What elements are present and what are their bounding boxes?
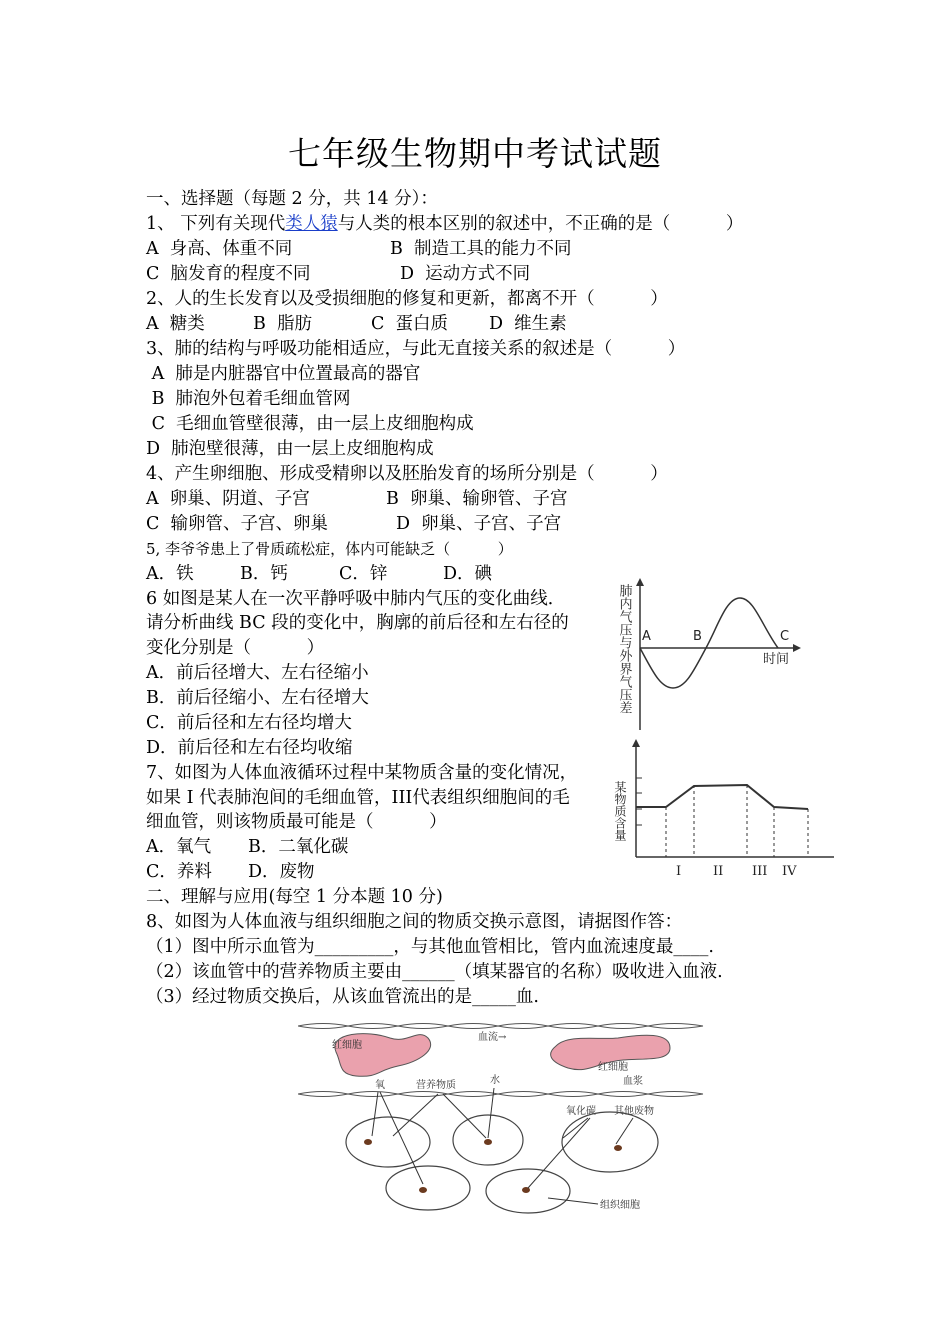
q3-stem: 3、肺的结构与呼吸功能相适应，与此无直接关系的叙述是（ ）: [146, 339, 686, 359]
q6-ylabel-text: 肺内气压与外界气压差: [616, 584, 632, 714]
q5-option-d: D．碘: [443, 564, 493, 584]
label-waste: 其他废物: [614, 1106, 654, 1117]
label-co2: 氧化碳: [566, 1106, 596, 1117]
label-nutrients: 营养物质: [416, 1080, 456, 1091]
q7-xlabel-1: I: [676, 864, 682, 879]
q7-xlabel-3: III: [752, 864, 768, 879]
q3-option-d: D 肺泡壁很薄，由一层上皮细胞构成: [146, 439, 434, 459]
q7-xlabel-2: II: [713, 864, 724, 879]
q2-option-c: C 蛋白质: [371, 314, 449, 334]
q4-option-d: D 卵巢、子宫、子宫: [396, 514, 562, 534]
q4-stem: 4、产生卵细胞、形成受精卵以及胚胎发育的场所分别是（ ）: [146, 464, 668, 484]
q6-stem-line1: 6 如图是某人在一次平静呼吸中肺内气压的变化曲线．: [146, 589, 566, 609]
label-flow: 血流→: [478, 1032, 507, 1043]
q5-option-b: B．钙: [240, 564, 288, 584]
tissue-cells: [346, 1112, 658, 1213]
q5-option-a: A．铁: [146, 564, 194, 584]
q6-option-c: C．前后径和左右径均增大: [146, 713, 352, 733]
label-plasma: 血浆: [623, 1076, 643, 1087]
q1-stem-post: 与人类的根本区别的叙述中，不正确的是（ ）: [337, 214, 744, 234]
q8-part1: （1）图中所示血管为_________，与其他血管相比，管内血流速度最____.: [146, 937, 714, 957]
q2-option-a: A 糖类: [146, 314, 205, 334]
q7-ylabel: 某物质含量: [613, 781, 627, 841]
q6-sine-curve: [640, 598, 778, 688]
tissue-cell-4: [386, 1166, 470, 1210]
q1-option-c: C 脑发育的程度不同: [146, 264, 311, 284]
q6-ylabel: [617, 583, 633, 714]
section1-heading: 一、选择题（每题 2 分，共 14 分）：: [146, 189, 438, 209]
q4-option-c: C 输卵管、子宫、卵巢: [146, 514, 329, 534]
q1-stem: [146, 212, 743, 236]
q7-option-b: B．二氧化碳: [248, 837, 349, 857]
q6-option-a: A．前后径增大、左右径缩小: [146, 663, 369, 683]
tissue-cell-3: [562, 1112, 658, 1172]
q7-substance-level-figure: [612, 735, 837, 880]
q5-stem: 5, 李爷爷患上了骨质疏松症，体内可能缺乏（ ）: [146, 540, 513, 558]
q7-y-axis-arrow: [632, 739, 640, 747]
label-oxygen: 氧: [375, 1080, 385, 1091]
q7-option-d: D．废物: [248, 862, 315, 882]
q5-option-c: C．锌: [339, 564, 388, 584]
q6-pressure-curve-figure: [612, 570, 812, 735]
tissue-cell-1: [346, 1117, 430, 1167]
q7-content-curve: [636, 785, 808, 809]
q1-stem-pre: 1、 下列有关现代: [146, 214, 286, 234]
q3-option-b: B 肺泡外包着毛细血管网: [146, 389, 351, 409]
q8-stem: 8、如图为人体血液与组织细胞之间的物质交换示意图，请据图作答：: [146, 912, 683, 932]
q7-option-c: C．养料: [146, 862, 212, 882]
q4-option-a: A 卵巢、阴道、子宫: [146, 489, 310, 509]
q6-point-b: B: [693, 629, 702, 644]
q7-option-a: A．氧气: [146, 837, 212, 857]
q6-option-b: B．前后径缩小、左右径增大: [146, 688, 369, 708]
q6-stem-line3: 变化分别是（ ）: [146, 638, 325, 658]
q6-point-c: C: [780, 629, 790, 644]
q3-option-a: A 肺是内脏器官中位置最高的器官: [146, 364, 421, 384]
q2-option-b: B 脂肪: [253, 314, 312, 334]
q7-stem-line1: 7、如图为人体血液循环过程中某物质含量的变化情况，: [146, 763, 578, 783]
q6-x-axis-arrow: [793, 644, 801, 652]
section2-heading: 二、理解与应用(每空 1 分本题 10 分): [146, 887, 443, 907]
q1-link-lei-ren-yuan[interactable]: 类人猿: [285, 214, 338, 234]
q8-capillary-exchange-figure: [298, 1018, 708, 1218]
q1-option-d: D 运动方式不同: [400, 264, 531, 284]
q3-option-c: C 毛细血管壁很薄，由一层上皮细胞构成: [146, 414, 474, 434]
q1-option-a: A 身高、体重不同: [146, 239, 293, 259]
q6-xlabel: 时间: [763, 652, 790, 667]
label-water: 水: [490, 1075, 500, 1086]
label-tissue-cell: 组织细胞: [600, 1200, 640, 1211]
q7-stem-line2: 如果 I 代表肺泡间的毛细血管，III代表组织细胞间的毛: [146, 788, 570, 808]
q6-y-axis-arrow: [636, 578, 644, 586]
q1-option-b: B 制造工具的能力不同: [390, 239, 572, 259]
q6-point-a: A: [642, 629, 651, 644]
q7-xlabel-4: IV: [782, 864, 797, 879]
capillary-wall-top: [298, 1024, 703, 1029]
q6-option-d: D．前后径和左右径均收缩: [146, 738, 353, 758]
q8-part2: （2）该血管中的营养物质主要由______（填某器官的名称）吸收进入血液.: [146, 962, 723, 982]
label-rbc-left: 红细胞: [332, 1040, 362, 1051]
q7-stem-line3: 细血管，则该物质最可能是（ ）: [146, 812, 447, 832]
q6-stem-line2: 请分析曲线 BC 段的变化中，胸廓的前后径和左右径的: [146, 613, 569, 633]
q8-part3: （3）经过物质交换后，从该血管流出的是_____血.: [146, 987, 539, 1007]
page-title: 七年级生物期中考试试题: [288, 134, 662, 173]
q2-stem: 2、人的生长发育以及受损细胞的修复和更新，都离不开（ ）: [146, 289, 668, 309]
capillary-wall-bottom: [298, 1092, 703, 1097]
q2-option-d: D 维生素: [489, 314, 567, 334]
label-rbc-right: 红细胞: [598, 1062, 628, 1073]
q4-option-b: B 卵巢、输卵管、子宫: [386, 489, 568, 509]
